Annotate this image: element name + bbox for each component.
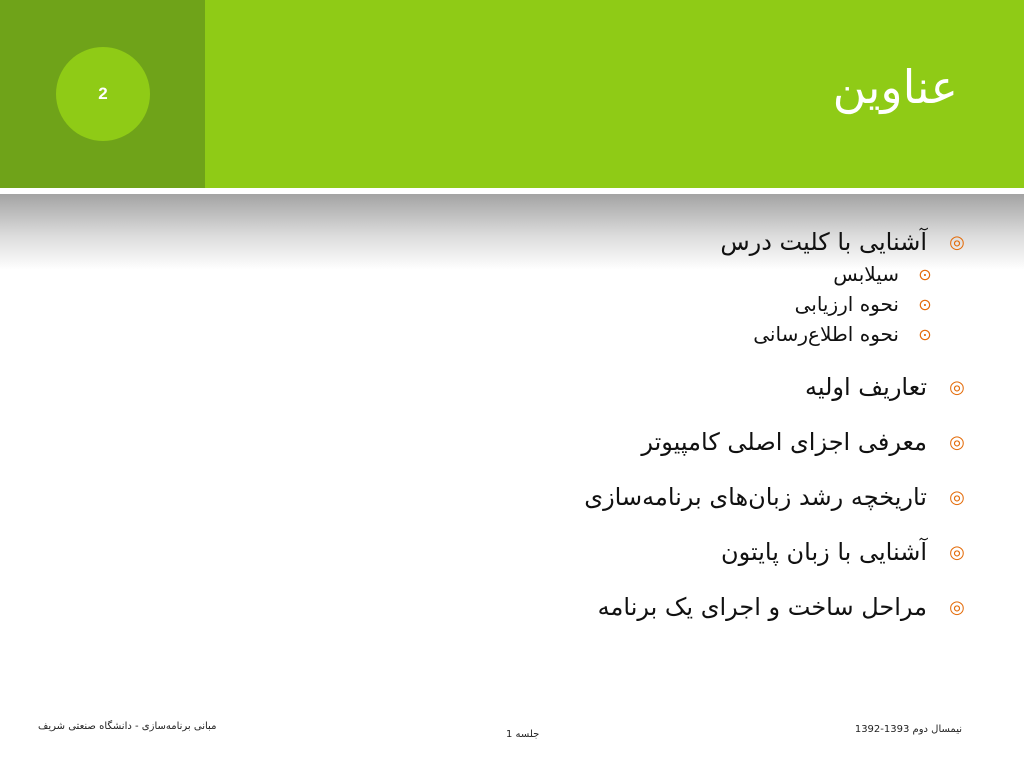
list-item	[409, 428, 969, 456]
footer-course: مبانی برنامه‌سازی - دانشگاه صنعتی شریف	[38, 721, 217, 732]
bullet-text: معرفی اجزای اصلی کامپیوتر	[641, 428, 927, 456]
list-item	[409, 292, 935, 316]
bullet-text: آشنایی با کلیت درس	[720, 228, 927, 256]
bullet-text: مراحل ساخت و اجرای یک برنامه	[597, 593, 927, 621]
footer-semester: نیمسال دوم 1393-1392	[854, 724, 962, 735]
target-bullet-icon: ◎	[949, 541, 965, 563]
bullet-text: نحوه اطلاع‌رسانی	[753, 322, 899, 346]
bullet-text: تاریخچه رشد زبان‌های برنامه‌سازی	[584, 483, 927, 511]
footer-session: جلسه 1	[506, 729, 540, 740]
slide-number-badge: 2	[56, 47, 150, 141]
target-bullet-icon: ◎	[949, 596, 965, 618]
bullet-text: سیلابس	[833, 262, 899, 286]
circle-dot-bullet-icon: ⊙	[918, 294, 932, 314]
target-bullet-icon: ◎	[949, 231, 965, 253]
list-item	[409, 538, 969, 566]
list-item	[409, 228, 969, 256]
list-item	[409, 593, 969, 621]
header-left-panel	[0, 0, 205, 188]
target-bullet-icon: ◎	[949, 431, 965, 453]
bullet-text: تعاریف اولیه	[805, 373, 927, 401]
circle-dot-bullet-icon: ⊙	[918, 324, 932, 344]
bullet-text: آشنایی با زبان پایتون	[720, 538, 927, 566]
list-item	[409, 483, 969, 511]
list-item	[409, 322, 935, 346]
list-item	[409, 373, 969, 401]
bullet-text: نحوه ارزیابی	[794, 292, 899, 316]
slide-title: عناوین	[832, 60, 958, 114]
list-item	[409, 262, 935, 286]
target-bullet-icon: ◎	[949, 486, 965, 508]
target-bullet-icon: ◎	[949, 376, 965, 398]
bullet-list	[409, 228, 969, 621]
circle-dot-bullet-icon: ⊙	[918, 264, 932, 284]
